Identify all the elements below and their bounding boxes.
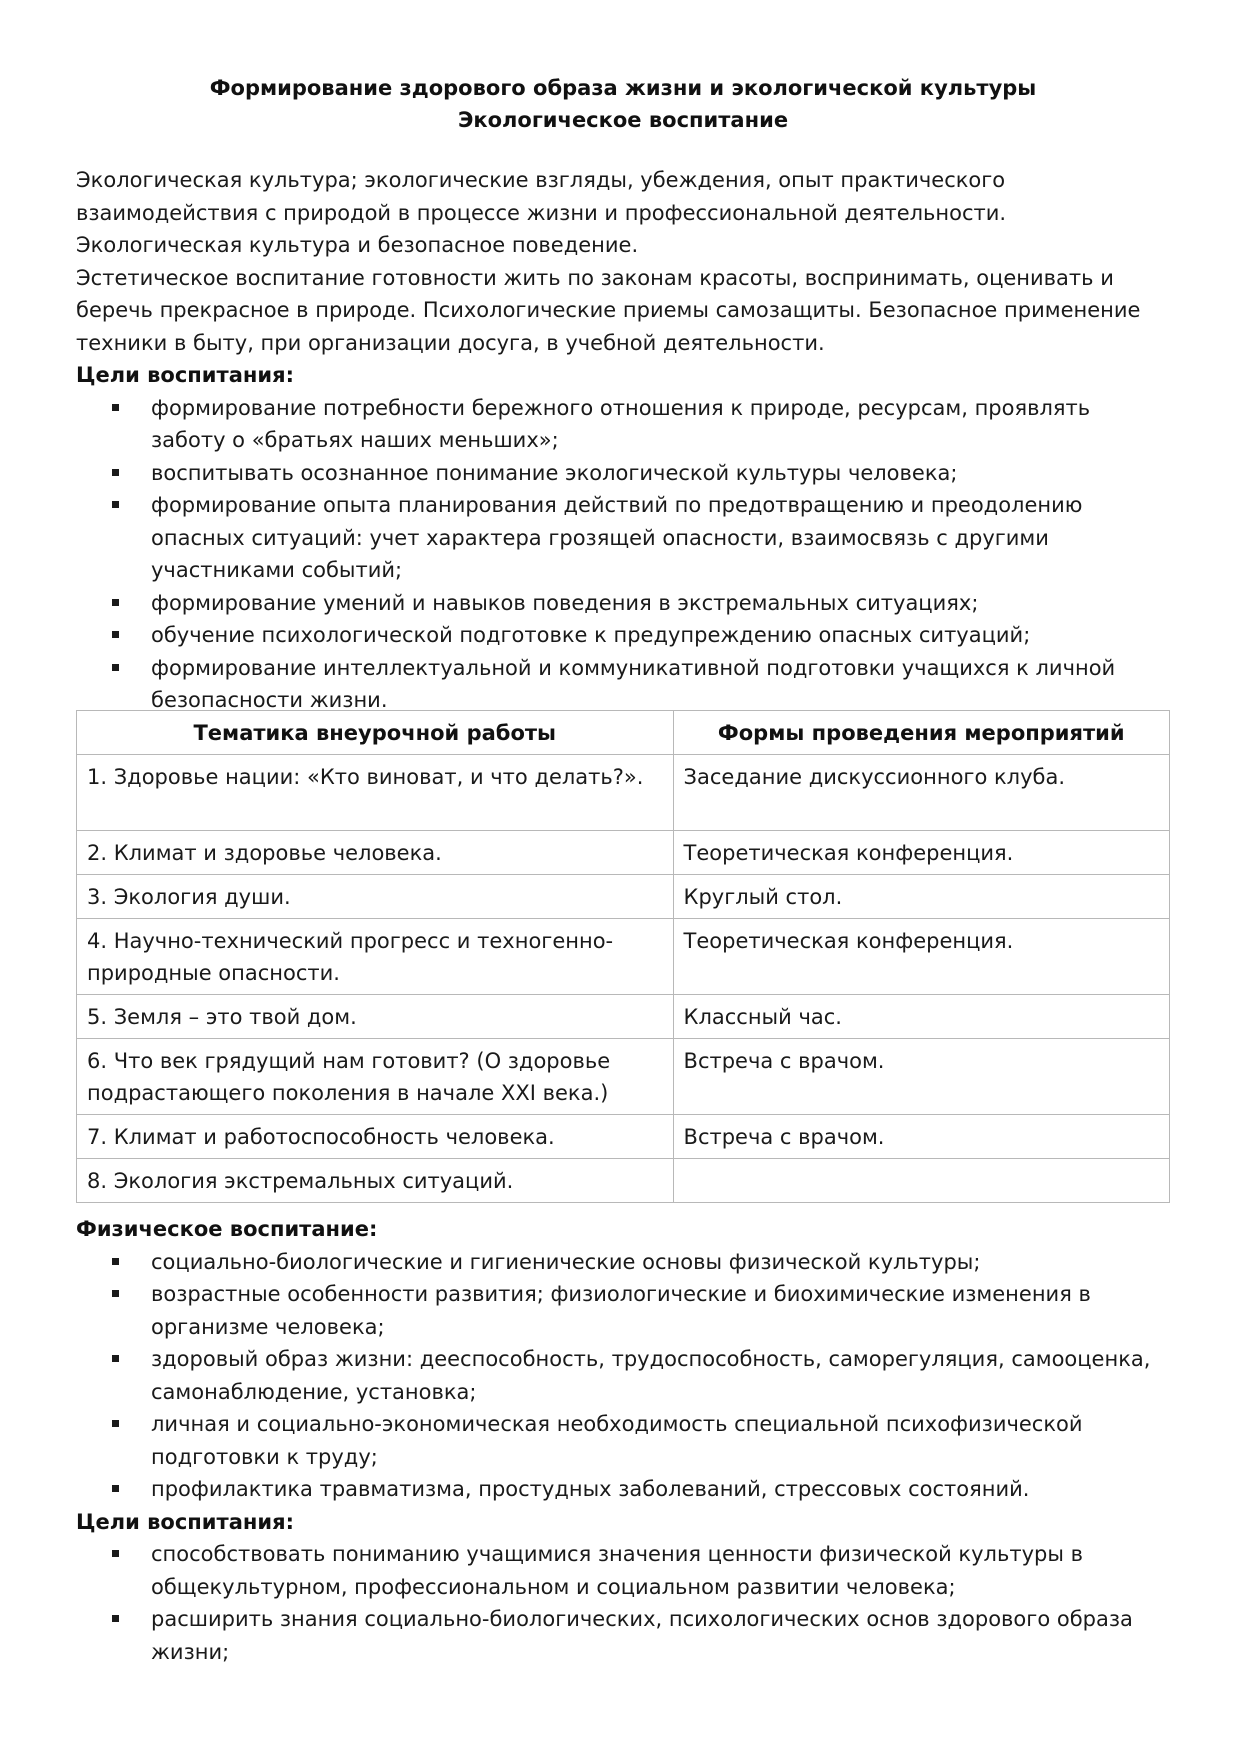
form-cell: Теоретическая конференция.	[673, 831, 1169, 875]
bullet-icon	[112, 1258, 119, 1265]
topic-cell: 4. Научно-технический прогресс и техногенно-природные опасности.	[77, 919, 674, 995]
bullet-icon	[112, 631, 119, 638]
bullet-icon	[112, 1290, 119, 1297]
topic-cell: 3. Экология души.	[77, 875, 674, 919]
topic-cell: 5. Земля – это твой дом.	[77, 995, 674, 1039]
physical-section	[76, 1213, 1170, 1668]
table-row	[77, 1159, 1170, 1203]
form-cell: Классный час.	[673, 995, 1169, 1039]
form-cell: Заседание дискуссионного клуба.	[673, 755, 1169, 831]
bullet-icon	[112, 404, 119, 411]
table-row	[77, 919, 1170, 995]
goals-list-2	[76, 1538, 1170, 1668]
intro-section	[76, 164, 1170, 717]
list-item: возрастные особенности развития; физиологические и биохимические изменения в организме человека;	[76, 1278, 1170, 1343]
title-line-2: Экологическое воспитание	[457, 108, 789, 132]
topic-cell: 1. Здоровье нации: «Кто виноват, и что делать?».	[77, 755, 674, 831]
table-row	[77, 755, 1170, 831]
bullet-icon	[112, 1420, 119, 1427]
title-line-1: Формирование здорового образа жизни и экологической культуры	[209, 76, 1037, 100]
table-row	[77, 875, 1170, 919]
table-header-row	[77, 711, 1170, 755]
list-item: личная и социально-экономическая необходимость специальной психофизической подготовки к труду;	[76, 1408, 1170, 1473]
list-item: формирование опыта планирования действий по предотвращению и преодолению опасных ситуаций: учет характера грозящей опасности, взаимосвязь с другими участниками событий;	[76, 489, 1170, 587]
activities-table	[76, 710, 1170, 1203]
form-cell: Встреча с врачом.	[673, 1115, 1169, 1159]
list-item: здоровый образ жизни: дееспособность, трудоспособность, саморегуляция, самооценка, самонаблюдение, установка;	[76, 1343, 1170, 1408]
list-item: формирование потребности бережного отношения к природе, ресурсам, проявлять заботу о «братьях наших меньших»;	[76, 392, 1170, 457]
bullet-icon	[112, 664, 119, 671]
table-row	[77, 1115, 1170, 1159]
goals-heading-2: Цели воспитания:	[76, 1509, 294, 1534]
list-item: расширить знания социально-биологических, психологических основ здорового образа жизни;	[76, 1603, 1170, 1668]
intro-paragraph-3: Эстетическое воспитание готовности жить по законам красоты, воспринимать, оценивать и беречь прекрасное в природе. Психологические приемы самозащиты. Безопасное применение техники в быту, при организации досуга, в учебной деятельности.	[76, 265, 1141, 355]
topic-cell: 6. Что век грядущий нам готовит? (О здоровье подрастающего поколения в начале XXI века.)	[77, 1039, 674, 1115]
form-cell: Круглый стол.	[673, 875, 1169, 919]
form-cell: Встреча с врачом.	[673, 1039, 1169, 1115]
goals-heading-1: Цели воспитания:	[76, 363, 294, 387]
topic-cell: 2. Климат и здоровье человека.	[77, 831, 674, 875]
bullet-icon	[112, 1485, 119, 1492]
column-header-form: Формы проведения мероприятий	[673, 711, 1169, 755]
bullet-icon	[112, 1550, 119, 1557]
table-row	[77, 831, 1170, 875]
list-item: способствовать пониманию учащимися значения ценности физической культуры в общекультурном, профессиональном и социальном развитии человека;	[76, 1538, 1170, 1603]
bullet-icon	[112, 599, 119, 606]
topic-cell: 7. Климат и работоспособность человека.	[77, 1115, 674, 1159]
intro-paragraph-2: Экологическая культура и безопасное поведение.	[76, 233, 639, 257]
list-item: формирование умений и навыков поведения в экстремальных ситуациях;	[76, 587, 1170, 620]
intro-paragraph-1: Экологическая культура; экологические взгляды, убеждения, опыт практического взаимодействия с природой в процессе жизни и профессиональной деятельности.	[76, 168, 1007, 225]
list-item: воспитывать осознанное понимание экологической культуры человека;	[76, 457, 1170, 490]
physical-heading: Физическое воспитание:	[76, 1217, 378, 1241]
bullet-icon	[112, 1615, 119, 1622]
list-item: профилактика травматизма, простудных заболеваний, стрессовых состояний.	[76, 1473, 1170, 1506]
list-item: формирование интеллектуальной и коммуникативной подготовки учащихся к личной безопасности жизни.	[76, 652, 1170, 717]
bullet-icon	[112, 469, 119, 476]
list-item: социально-биологические и гигиенические основы физической культуры;	[76, 1246, 1170, 1279]
table-row	[77, 995, 1170, 1039]
physical-list	[76, 1246, 1170, 1506]
form-cell: Теоретическая конференция.	[673, 919, 1169, 995]
topic-cell: 8. Экология экстремальных ситуаций.	[77, 1159, 674, 1203]
goals-list-1	[76, 392, 1170, 717]
table-row	[77, 1039, 1170, 1115]
list-item: обучение психологической подготовке к предупреждению опасных ситуаций;	[76, 619, 1170, 652]
bullet-icon	[112, 501, 119, 508]
column-header-topic: Тематика внеурочной работы	[77, 711, 674, 755]
form-cell	[673, 1159, 1169, 1203]
document-title	[76, 72, 1170, 136]
bullet-icon	[112, 1355, 119, 1362]
